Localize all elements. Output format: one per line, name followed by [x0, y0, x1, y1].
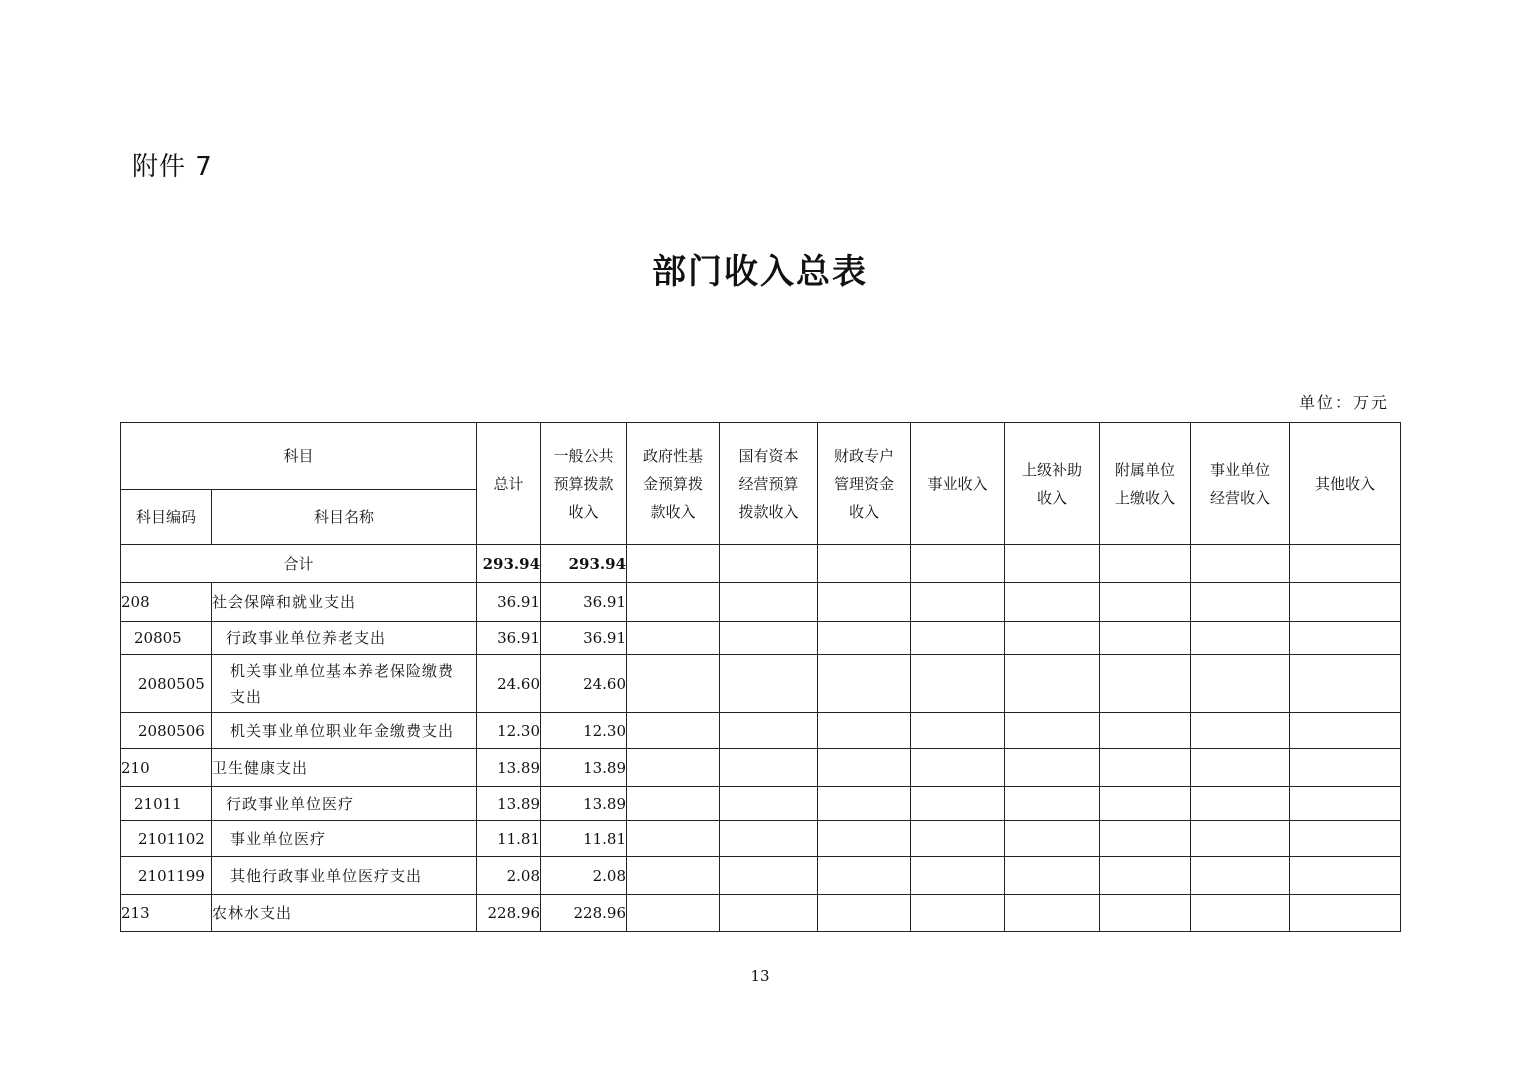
total-row-general-budget: 293.94 [541, 545, 627, 583]
empty-cell [720, 655, 818, 713]
header-general-budget-line: 一般公共 [553, 446, 614, 465]
empty-cell [1290, 857, 1401, 895]
empty-cell [1290, 895, 1401, 932]
empty-cell [1191, 622, 1290, 655]
empty-cell [911, 583, 1005, 622]
empty-cell [627, 583, 720, 622]
empty-cell [1290, 821, 1401, 857]
header-gov-fund-line: 金预算拨 [643, 474, 704, 493]
header-general-budget [541, 423, 627, 545]
empty-cell [911, 857, 1005, 895]
row-total: 12.30 [477, 713, 541, 749]
page-number: 13 [750, 967, 770, 985]
row-code: 2080505 [121, 655, 212, 713]
empty-cell [911, 655, 1005, 713]
header-gov-fund [627, 423, 720, 545]
header-business-income: 事业收入 [911, 423, 1005, 545]
row-name: 社会保障和就业支出 [212, 583, 477, 622]
header-fiscal-special-line: 收入 [849, 502, 880, 521]
row-name: 行政事业单位医疗 [212, 787, 477, 821]
empty-cell [1005, 545, 1100, 583]
row-name: 事业单位医疗 [212, 821, 477, 857]
empty-cell [1191, 857, 1290, 895]
empty-cell [627, 655, 720, 713]
empty-cell [911, 622, 1005, 655]
empty-cell [720, 713, 818, 749]
total-row-label: 合计 [121, 545, 477, 583]
table-row [121, 787, 1401, 821]
header-state-capital-line: 拨款收入 [738, 502, 799, 521]
row-general-budget: 36.91 [541, 622, 627, 655]
empty-cell [818, 857, 911, 895]
empty-cell [627, 857, 720, 895]
unit-label: 单位：万元 [1298, 393, 1389, 412]
empty-cell [1290, 655, 1401, 713]
empty-cell [818, 821, 911, 857]
row-code: 208 [121, 583, 212, 622]
header-general-budget-line: 收入 [568, 502, 599, 521]
empty-cell [1100, 857, 1191, 895]
row-name: 其他行政事业单位医疗支出 [212, 857, 477, 895]
empty-cell [720, 583, 818, 622]
table-row [121, 857, 1401, 895]
row-name: 机关事业单位基本养老保险缴费支出 [212, 655, 477, 713]
empty-cell [627, 622, 720, 655]
row-total: 2.08 [477, 857, 541, 895]
header-gov-fund-line: 款收入 [650, 502, 696, 521]
table-row [121, 749, 1401, 787]
empty-cell [1100, 655, 1191, 713]
income-summary-table [120, 422, 1401, 932]
empty-cell [1005, 821, 1100, 857]
row-total: 13.89 [477, 787, 541, 821]
empty-cell [1191, 749, 1290, 787]
empty-cell [818, 583, 911, 622]
table-row [121, 655, 1401, 713]
empty-cell [1191, 713, 1290, 749]
header-state-capital-line: 经营预算 [738, 474, 799, 493]
empty-cell [1191, 655, 1290, 713]
empty-cell [1005, 787, 1100, 821]
row-total: 13.89 [477, 749, 541, 787]
empty-cell [1005, 749, 1100, 787]
row-general-budget: 12.30 [541, 713, 627, 749]
empty-cell [1290, 749, 1401, 787]
empty-cell [1191, 583, 1290, 622]
empty-cell [720, 857, 818, 895]
total-row [121, 545, 1401, 583]
row-code: 2101102 [121, 821, 212, 857]
table-row [121, 821, 1401, 857]
empty-cell [720, 821, 818, 857]
empty-cell [1290, 622, 1401, 655]
empty-cell [720, 787, 818, 821]
header-general-budget-line: 预算拨款 [553, 474, 614, 493]
attachment-label: 附件 7 [132, 152, 213, 182]
empty-cell [627, 821, 720, 857]
empty-cell [1100, 545, 1191, 583]
table-row [121, 895, 1401, 932]
row-general-budget: 36.91 [541, 583, 627, 622]
row-general-budget: 228.96 [541, 895, 627, 932]
empty-cell [1290, 583, 1401, 622]
empty-cell [911, 749, 1005, 787]
header-fiscal-special [818, 423, 911, 545]
header-gov-fund-line: 政府性基 [643, 446, 704, 465]
header-state-capital [720, 423, 818, 545]
empty-cell [911, 545, 1005, 583]
empty-cell [1191, 821, 1290, 857]
empty-cell [1100, 583, 1191, 622]
empty-cell [818, 895, 911, 932]
empty-cell [720, 622, 818, 655]
table-row [121, 713, 1401, 749]
header-subject-code: 科目编码 [121, 490, 212, 545]
empty-cell [1005, 583, 1100, 622]
header-subject-name: 科目名称 [212, 490, 477, 545]
empty-cell [1191, 895, 1290, 932]
header-superior-subsidy-line: 上级补助 [1022, 460, 1083, 479]
header-superior-subsidy [1005, 423, 1100, 545]
row-total: 11.81 [477, 821, 541, 857]
row-code: 20805 [121, 622, 212, 655]
empty-cell [1290, 713, 1401, 749]
header-operating-income-line: 事业单位 [1210, 460, 1271, 479]
empty-cell [1005, 895, 1100, 932]
header-operating-income-line: 经营收入 [1210, 488, 1271, 507]
empty-cell [911, 821, 1005, 857]
row-total: 36.91 [477, 583, 541, 622]
row-general-budget: 24.60 [541, 655, 627, 713]
header-fiscal-special-line: 财政专户 [834, 446, 895, 465]
empty-cell [1100, 895, 1191, 932]
empty-cell [1005, 622, 1100, 655]
empty-cell [1100, 749, 1191, 787]
header-affiliated-payment-line: 附属单位 [1115, 460, 1176, 479]
row-code: 2080506 [121, 713, 212, 749]
header-affiliated-payment-line: 上缴收入 [1115, 488, 1176, 507]
empty-cell [911, 713, 1005, 749]
document-title: 部门收入总表 [652, 252, 868, 292]
row-code: 210 [121, 749, 212, 787]
empty-cell [720, 749, 818, 787]
header-total: 总计 [477, 423, 541, 545]
row-name: 农林水支出 [212, 895, 477, 932]
header-subject: 科目 [121, 423, 477, 490]
empty-cell [911, 787, 1005, 821]
row-general-budget: 13.89 [541, 787, 627, 821]
empty-cell [1191, 545, 1290, 583]
empty-cell [627, 749, 720, 787]
empty-cell [627, 545, 720, 583]
empty-cell [720, 545, 818, 583]
empty-cell [818, 545, 911, 583]
empty-cell [1005, 655, 1100, 713]
header-fiscal-special-line: 管理资金 [834, 474, 895, 493]
row-code: 21011 [121, 787, 212, 821]
row-code: 2101199 [121, 857, 212, 895]
empty-cell [627, 895, 720, 932]
empty-cell [1191, 787, 1290, 821]
empty-cell [818, 713, 911, 749]
empty-cell [818, 622, 911, 655]
row-total: 24.60 [477, 655, 541, 713]
header-other-income: 其他收入 [1290, 423, 1401, 545]
table-row [121, 583, 1401, 622]
total-row-total: 293.94 [477, 545, 541, 583]
row-total: 228.96 [477, 895, 541, 932]
table-row [121, 622, 1401, 655]
row-general-budget: 2.08 [541, 857, 627, 895]
row-general-budget: 13.89 [541, 749, 627, 787]
header-state-capital-line: 国有资本 [738, 446, 799, 465]
header-operating-income [1191, 423, 1290, 545]
empty-cell [1100, 622, 1191, 655]
empty-cell [627, 713, 720, 749]
row-total: 36.91 [477, 622, 541, 655]
empty-cell [818, 655, 911, 713]
empty-cell [720, 895, 818, 932]
empty-cell [911, 895, 1005, 932]
row-general-budget: 11.81 [541, 821, 627, 857]
empty-cell [1100, 713, 1191, 749]
empty-cell [627, 787, 720, 821]
row-code: 213 [121, 895, 212, 932]
row-name: 行政事业单位养老支出 [212, 622, 477, 655]
empty-cell [1290, 787, 1401, 821]
empty-cell [1005, 713, 1100, 749]
row-name: 卫生健康支出 [212, 749, 477, 787]
header-superior-subsidy-line: 收入 [1037, 488, 1068, 507]
empty-cell [1100, 787, 1191, 821]
empty-cell [818, 787, 911, 821]
empty-cell [818, 749, 911, 787]
header-affiliated-payment [1100, 423, 1191, 545]
row-name: 机关事业单位职业年金缴费支出 [212, 713, 477, 749]
empty-cell [1290, 545, 1401, 583]
empty-cell [1005, 857, 1100, 895]
empty-cell [1100, 821, 1191, 857]
